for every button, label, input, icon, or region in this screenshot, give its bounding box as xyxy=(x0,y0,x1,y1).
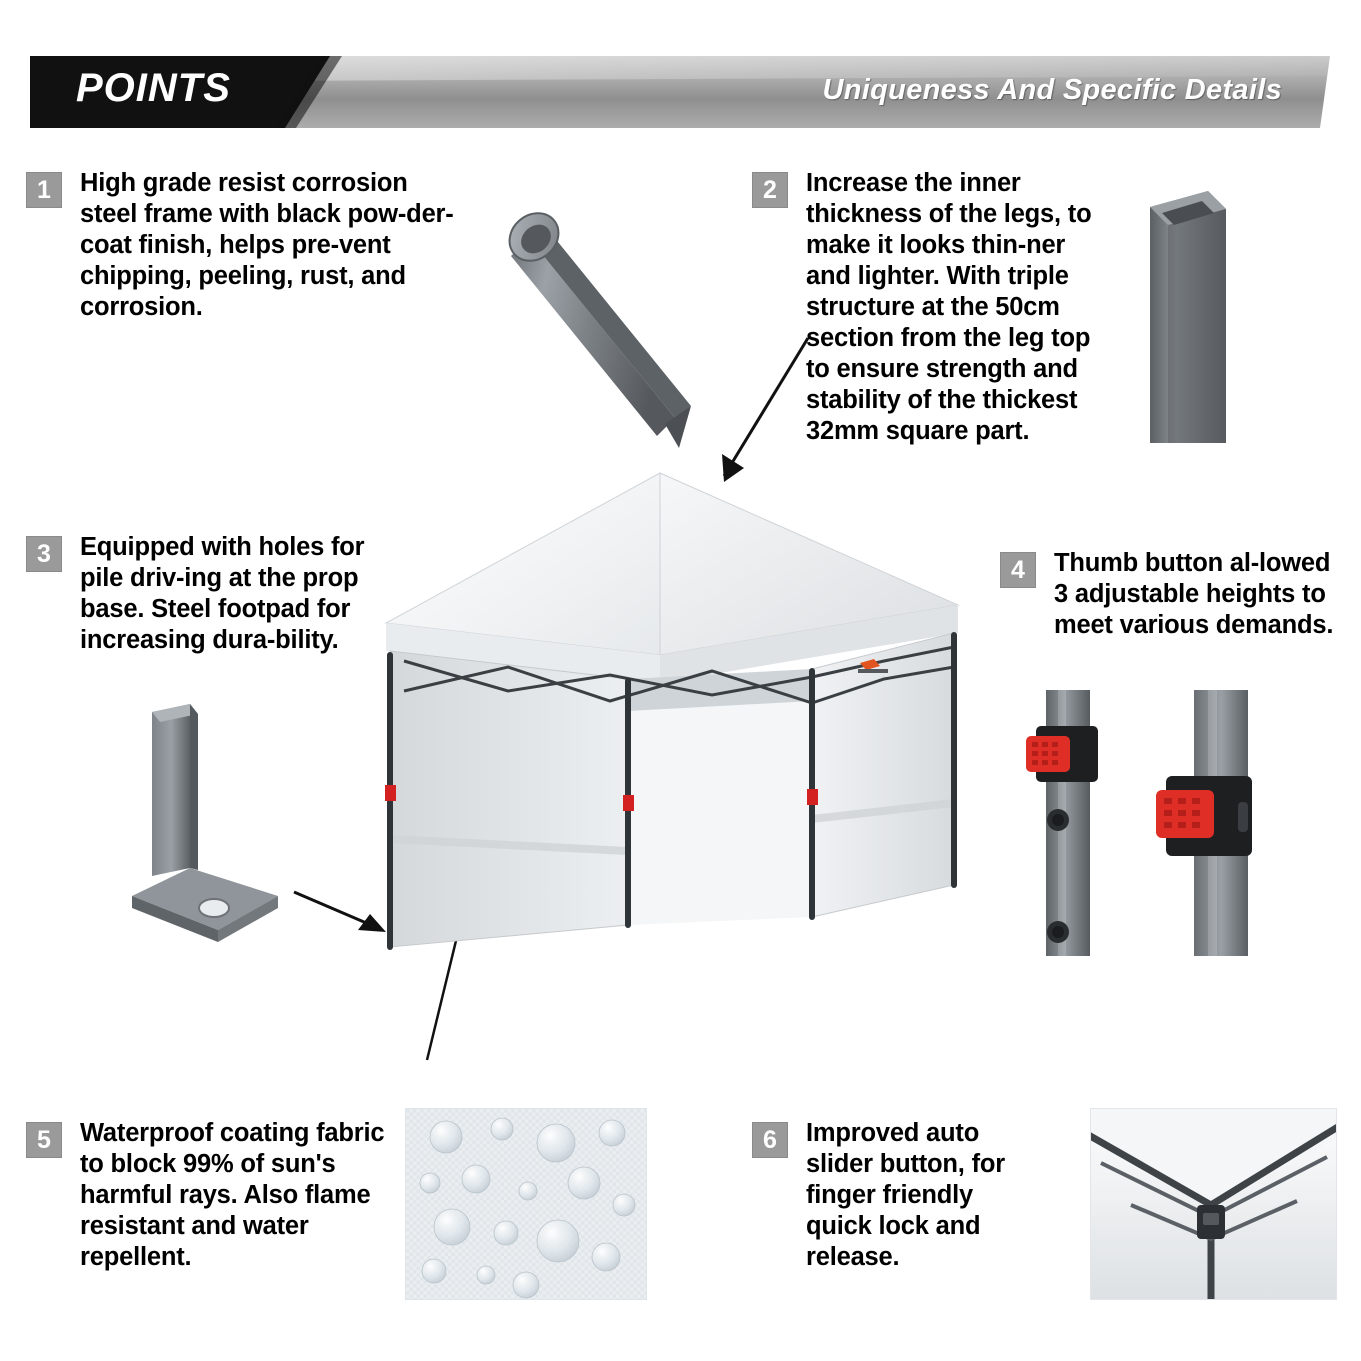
point-2-number: 2 xyxy=(752,172,788,208)
point-5-text: Waterproof coating fabric to block 99% of sun's harmful rays. Also flame resistant and water repellent. xyxy=(80,1119,385,1271)
point-1-number: 1 xyxy=(26,172,62,208)
pop-up-canopy-tent-image xyxy=(360,455,1000,975)
canopy-ceiling-icon xyxy=(1090,1108,1337,1300)
point-5-number: 5 xyxy=(26,1122,62,1158)
point-1-text: High grade resist corrosion steel frame with black pow-der-coat finish, helps pre-vent chipping, peeling, rust, and corrosion. xyxy=(80,169,454,321)
square-leg-icon xyxy=(1130,185,1240,450)
steel-tube-icon xyxy=(495,210,715,460)
thumb-button-icon xyxy=(1010,690,1290,960)
water-droplets-icon xyxy=(405,1108,647,1300)
point-3-number: 3 xyxy=(26,536,62,572)
banner-badge-label: POINTS xyxy=(76,66,231,110)
point-3-text: Equipped with holes for pile driv-ing at the prop base. Steel footpad for increasing dura-bility. xyxy=(80,533,365,654)
point-2-text: Increase the inner thickness of the legs, to make it looks thin-ner and lighter. With triple structure at the 50cm section from the leg top to ensure strength and stability of the thickest 32mm square part. xyxy=(806,169,1092,445)
banner-subtitle: Uniqueness And Specific Details xyxy=(822,74,1282,106)
point-4-number: 4 xyxy=(1000,552,1036,588)
header-banner xyxy=(30,56,1330,128)
point-6-text: Improved auto slider button, for finger friendly quick lock and release. xyxy=(806,1119,1005,1271)
point-6-number: 6 xyxy=(752,1122,788,1158)
point-4-text: Thumb button al-lowed 3 adjustable heights to meet various demands. xyxy=(1054,549,1334,639)
steel-footpad-icon xyxy=(118,700,298,960)
